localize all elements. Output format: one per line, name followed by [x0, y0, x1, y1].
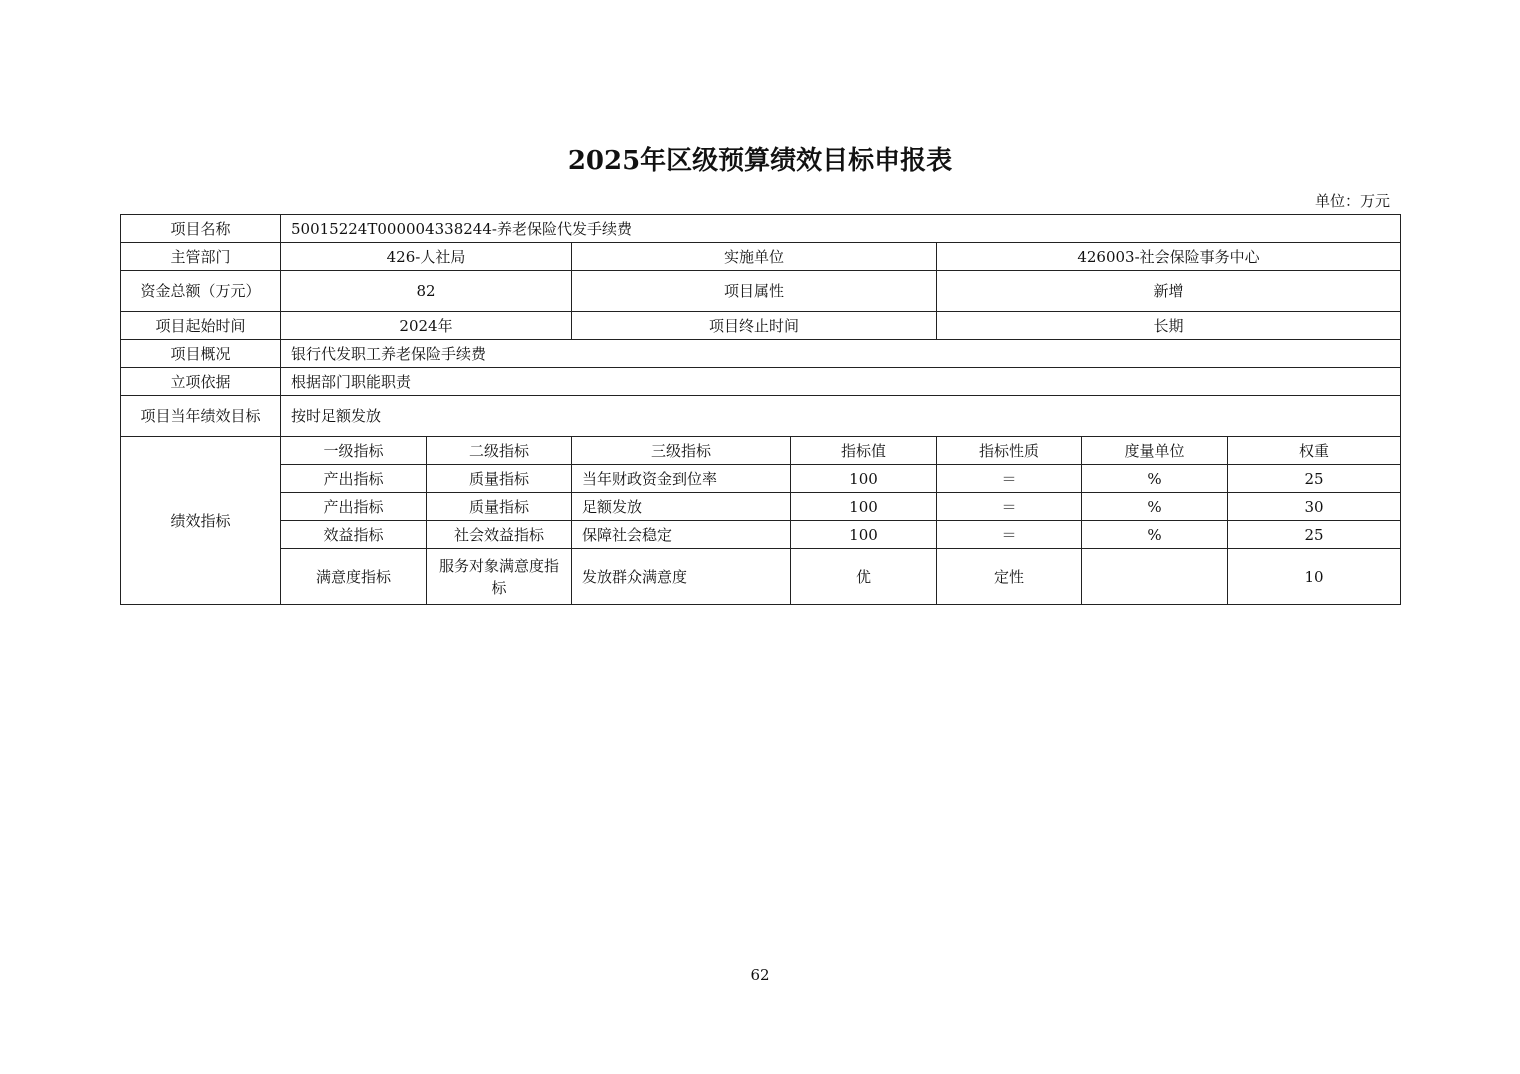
perf-cell: 产出指标 [281, 493, 427, 521]
perf-cell: 社会效益指标 [427, 521, 572, 549]
perf-header-cell: 度量单位 [1082, 437, 1228, 465]
perf-cell: 100 [791, 493, 937, 521]
perf-cell: ＝ [937, 493, 1082, 521]
perf-cell: 产出指标 [281, 465, 427, 493]
perf-row [121, 549, 1401, 605]
perf-cell: 定性 [937, 549, 1082, 605]
perf-header-cell: 指标性质 [937, 437, 1082, 465]
perf-header-cell: 三级指标 [572, 437, 791, 465]
start-label: 项目起始时间 [121, 312, 281, 340]
impl-unit-value: 426003-社会保险事务中心 [937, 243, 1401, 271]
perf-cell: ＝ [937, 521, 1082, 549]
perf-cell: 质量指标 [427, 465, 572, 493]
goal-value: 按时足额发放 [281, 396, 1401, 437]
row-basis [121, 368, 1401, 396]
perf-cell: ＝ [937, 465, 1082, 493]
row-period [121, 312, 1401, 340]
perf-cell: % [1082, 493, 1228, 521]
goal-label: 项目当年绩效目标 [121, 396, 281, 437]
perf-cell: 效益指标 [281, 521, 427, 549]
perf-header-cell: 一级指标 [281, 437, 427, 465]
basis-value: 根据部门职能职责 [281, 368, 1401, 396]
perf-cell: 服务对象满意度指标 [427, 549, 572, 605]
fund-value: 82 [281, 271, 572, 312]
row-fund [121, 271, 1401, 312]
fund-label: 资金总额（万元） [121, 271, 281, 312]
perf-cell: 足额发放 [572, 493, 791, 521]
attr-label: 项目属性 [572, 271, 937, 312]
perf-cell: 当年财政资金到位率 [572, 465, 791, 493]
overview-label: 项目概况 [121, 340, 281, 368]
page-number: 62 [750, 966, 770, 984]
perf-cell: 30 [1228, 493, 1401, 521]
perf-cell: 质量指标 [427, 493, 572, 521]
dept-value: 426-人社局 [281, 243, 572, 271]
end-value: 长期 [937, 312, 1401, 340]
end-label: 项目终止时间 [572, 312, 937, 340]
perf-row [121, 465, 1401, 493]
start-value: 2024年 [281, 312, 572, 340]
row-project-name [121, 215, 1401, 243]
basis-label: 立项依据 [121, 368, 281, 396]
project-name-label: 项目名称 [121, 215, 281, 243]
perf-cell: 保障社会稳定 [572, 521, 791, 549]
perf-row [121, 493, 1401, 521]
perf-cell: 发放群众满意度 [572, 549, 791, 605]
overview-value: 银行代发职工养老保险手续费 [281, 340, 1401, 368]
perf-cell: 25 [1228, 465, 1401, 493]
row-department [121, 243, 1401, 271]
attr-value: 新增 [937, 271, 1401, 312]
perf-label: 绩效指标 [121, 437, 281, 605]
perf-cell [1082, 549, 1228, 605]
perf-cell: 10 [1228, 549, 1401, 605]
impl-unit-label: 实施单位 [572, 243, 937, 271]
perf-cell: % [1082, 465, 1228, 493]
unit-label: 单位：万元 [1314, 192, 1390, 210]
perf-cell: 100 [791, 465, 937, 493]
perf-cell: % [1082, 521, 1228, 549]
perf-header-cell: 二级指标 [427, 437, 572, 465]
perf-cell: 100 [791, 521, 937, 549]
budget-performance-table [120, 214, 1401, 605]
perf-header-cell: 指标值 [791, 437, 937, 465]
dept-label: 主管部门 [121, 243, 281, 271]
perf-cell: 优 [791, 549, 937, 605]
perf-header-cell: 权重 [1228, 437, 1401, 465]
row-perf-header [121, 437, 1401, 465]
perf-cell: 25 [1228, 521, 1401, 549]
perf-row [121, 521, 1401, 549]
row-goal [121, 396, 1401, 437]
project-name-value: 50015224T000004338244-养老保险代发手续费 [281, 215, 1401, 243]
page-title: 2025年区级预算绩效目标申报表 [567, 146, 953, 176]
perf-cell: 满意度指标 [281, 549, 427, 605]
row-overview [121, 340, 1401, 368]
